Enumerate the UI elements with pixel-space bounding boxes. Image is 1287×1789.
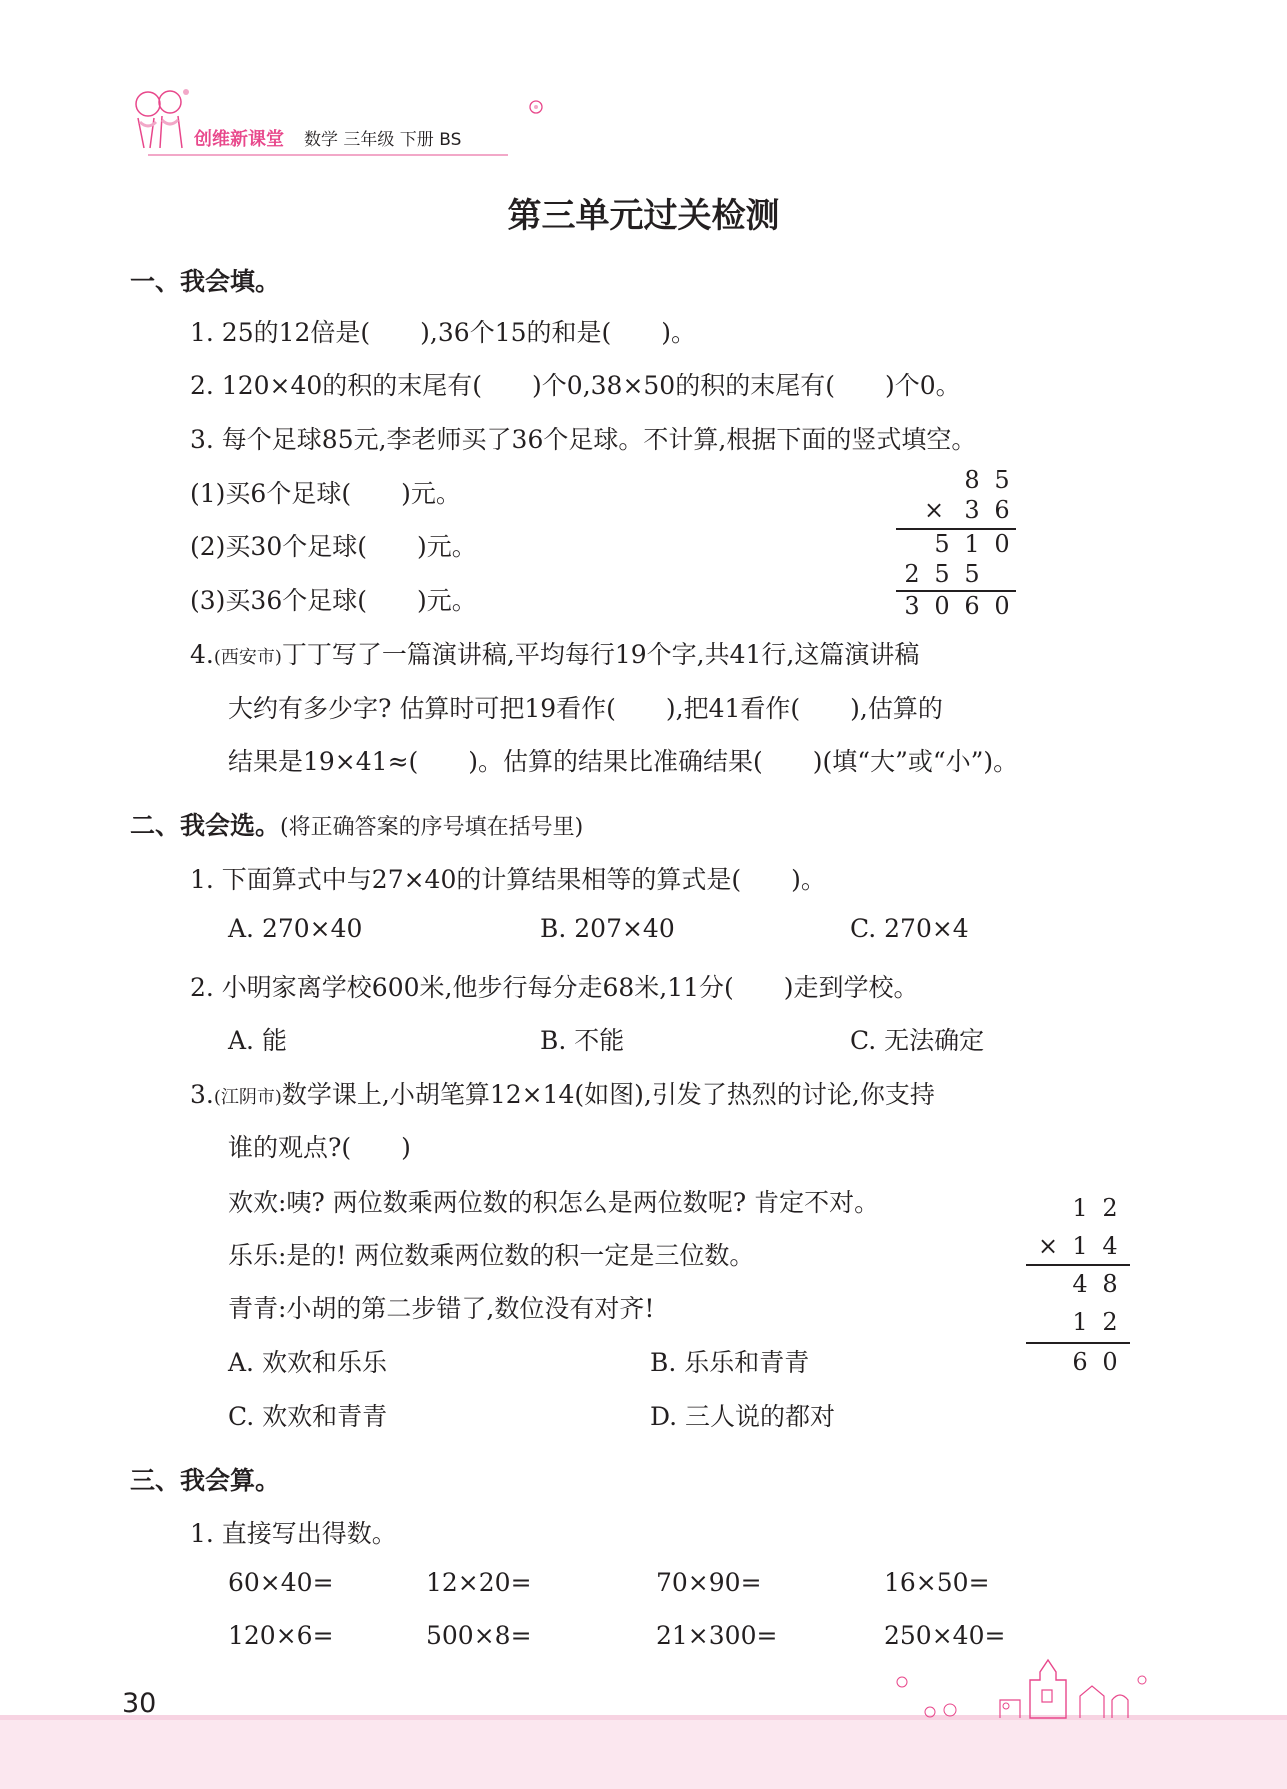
s1-question-1: 1. 25的12倍是( ),36个15的和是( )。 [190, 318, 697, 347]
calc2-digit: 4 [1072, 1270, 1088, 1298]
s1-q4-line2: 大约有多少字? 估算时可把19看作( ),把41看作( ),估算的 [228, 694, 943, 723]
s1-question-2: 2. 120×40的积的末尾有( )个0,38×50的积的末尾有( )个0。 [190, 371, 961, 400]
s1-question-3-1: (1)买6个足球( )元。 [190, 479, 461, 508]
s2-q1-option-a: A. 270×40 [228, 914, 363, 943]
calc2-digit: 1 [1072, 1232, 1088, 1260]
s2-q3-line1: 数学课上,小胡笔算12×14(如图),引发了热烈的讨论,你支持 [281, 1080, 935, 1109]
flower-icon [526, 98, 546, 116]
s2-q2-option-a: A. 能 [228, 1026, 287, 1055]
calc2-digit: 1 [1072, 1308, 1088, 1336]
footer-band [0, 1720, 1287, 1789]
calc1-digit: 3 [964, 496, 980, 524]
calc2-digit: 0 [1102, 1348, 1118, 1376]
calc1-digit: 1 [964, 530, 980, 558]
s3-expr: 60×40= [228, 1568, 334, 1597]
calc2-digit: 2 [1102, 1308, 1118, 1336]
calc1-digit: 3 [904, 592, 920, 620]
s2-q3-lele: 乐乐:是的! 两位数乘两位数的积一定是三位数。 [228, 1241, 755, 1270]
s1-question-3-3: (3)买36个足球( )元。 [190, 586, 477, 615]
calc2-digit: 6 [1072, 1348, 1088, 1376]
calc1-digit: 0 [994, 592, 1010, 620]
s2-q3-line2: 谁的观点?( ) [228, 1133, 411, 1162]
s2-q2-option-b: B. 不能 [540, 1026, 625, 1055]
header-brand: 创维新课堂 [194, 129, 284, 150]
calc2-digit: 2 [1102, 1194, 1118, 1222]
s1-q4-line1: 丁丁写了一篇演讲稿,平均每行19个字,共41行,这篇演讲稿 [281, 640, 920, 669]
s2-q3-qingqing: 青青:小胡的第二步错了,数位没有对齐! [228, 1294, 655, 1323]
section-3-heading: 三、我会算。 [130, 1466, 281, 1495]
s3-expr: 70×90= [656, 1568, 762, 1597]
section-1-heading: 一、我会填。 [130, 267, 281, 296]
s3-question-1: 1. 直接写出得数。 [190, 1519, 397, 1548]
s2-q3-option-b: B. 乐乐和青青 [650, 1348, 810, 1377]
calc1-digit: 5 [964, 560, 980, 588]
section-2-title: 二、我会选。 [130, 811, 281, 840]
calc2-times: × [1037, 1232, 1059, 1260]
calc2-digit: 8 [1102, 1270, 1118, 1298]
s2-q3-option-a: A. 欢欢和乐乐 [228, 1348, 387, 1377]
calc1-digit: 8 [964, 466, 980, 494]
page-title: 第三单元过关检测 [507, 196, 780, 236]
calc1-digit: 6 [994, 496, 1010, 524]
s2-question-3 [190, 1075, 935, 1111]
s3-expr: 21×300= [656, 1621, 778, 1650]
vertical-calc-85x36 [890, 466, 1030, 626]
castle-illustration-icon [880, 1650, 1160, 1720]
s3-expr: 250×40= [884, 1621, 1006, 1650]
s1-q4-tag: (西安市) [213, 647, 282, 668]
s2-q3-tag: (江阴市) [213, 1087, 282, 1108]
calc2-digit: 4 [1102, 1232, 1118, 1260]
calc1-digit: 6 [964, 592, 980, 620]
s2-q2-option-c: C. 无法确定 [850, 1026, 985, 1055]
header-subject: 数学 三年级 下册 BS [304, 130, 462, 150]
s2-q1-option-c: C. 270×4 [850, 914, 969, 943]
calc2-rule [1026, 1342, 1130, 1344]
calc1-digit: 5 [994, 466, 1010, 494]
s2-question-1: 1. 下面算式中与27×40的计算结果相等的算式是( )。 [190, 865, 826, 894]
s3-expr: 500×8= [426, 1621, 532, 1650]
calc1-digit: 0 [934, 592, 950, 620]
s3-expr: 16×50= [884, 1568, 990, 1597]
s1-q4-line3: 结果是19×41≈( )。估算的结果比准确结果( )(填“大”或“小”)。 [228, 747, 1019, 776]
s1-question-3: 3. 每个足球85元,李老师买了36个足球。不计算,根据下面的竖式填空。 [190, 425, 977, 454]
s1-question-4 [190, 635, 919, 671]
s2-question-2: 2. 小明家离学校600米,他步行每分走68米,11分( )走到学校。 [190, 973, 919, 1002]
s1-question-3-2: (2)买30个足球( )元。 [190, 532, 477, 561]
calc2-rule [1026, 1264, 1130, 1266]
s2-q3-option-d: D. 三人说的都对 [650, 1402, 836, 1431]
calc1-times: × [923, 496, 945, 524]
calc1-digit: 5 [934, 560, 950, 588]
header-divider [148, 154, 508, 156]
section-2-note: (将正确答案的序号填在括号里) [280, 815, 584, 840]
calc2-digit: 1 [1072, 1194, 1088, 1222]
s2-q3-option-c: C. 欢欢和青青 [228, 1402, 388, 1431]
page-number: 30 [122, 1688, 157, 1719]
s2-q3-number: 3. [190, 1080, 214, 1109]
calc1-digit: 5 [934, 530, 950, 558]
s2-q3-huanhuan: 欢欢:咦? 两位数乘两位数的积怎么是两位数呢? 肯定不对。 [228, 1188, 880, 1217]
vertical-calc-12x14 [1026, 1194, 1136, 1384]
s3-expr: 12×20= [426, 1568, 532, 1597]
header-illustration-icon [120, 82, 200, 154]
s3-expr: 120×6= [228, 1621, 334, 1650]
calc1-digit: 0 [994, 530, 1010, 558]
s1-q4-number: 4. [190, 640, 214, 669]
calc1-digit: 2 [904, 560, 920, 588]
section-2-heading [130, 806, 583, 842]
s2-q1-option-b: B. 207×40 [540, 914, 675, 943]
